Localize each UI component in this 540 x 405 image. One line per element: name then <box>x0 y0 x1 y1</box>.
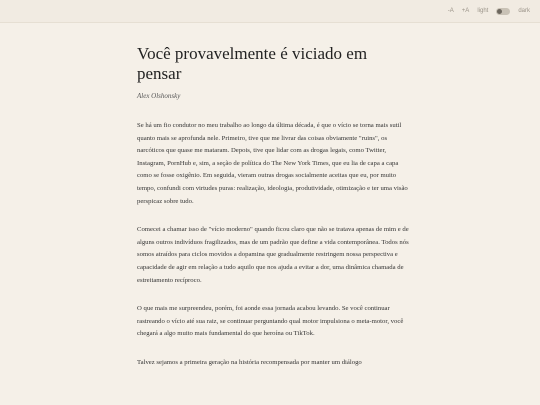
article-paragraph: O que mais me surpreendeu, porém, foi aonde essa jornada acabou levando. Se você continuar rastreando o vício até sua raiz, se continuar perguntando qual motor impulsiona o meta-motor, você chegará a algo muito mais fundamental do que heroína ou TikTok. <box>137 305 404 338</box>
article-paragraph: Talvez sejamos a primeira geração na história recompensada por manter um diálogo <box>137 358 362 366</box>
decrease-font-button[interactable]: -A <box>447 8 454 14</box>
article-paragraph: Comecei a chamar isso de "vício moderno" quando ficou claro que não se tratava apenas de mim e de alguns outros indivíduos fragilizados, mas de um padrão que define a vida contemporânea. Todos nós somos atraídos para ciclos movidos a dopamina que gradualmente restringem nossa perspectiva e capacidade de agir em relação a tudo aquilo que nos ajuda a evitar a dor, uma dinâmica chamada de estreitamento recíproco. <box>137 226 409 284</box>
dark-theme-label[interactable]: dark <box>518 8 530 14</box>
article <box>137 44 409 386</box>
top-bar <box>0 0 540 23</box>
article-title: Você provavelmente é viciado em pensar <box>137 44 368 83</box>
light-theme-label[interactable]: light <box>477 8 489 14</box>
article-paragraph: Se há um fio condutor no meu trabalho ao longo da última década, é que o vício se torna mais sutil quanto mais se aprofunda nele. Primeiro, tive que me livrar das coisas obviamente "ruins", os narcóticos que quase me mataram. Depois, tive que lidar com as drogas legais, como Twitter, Instagram, PornHub e, sim, a seção de política do The New York Times, que eu lia de capa a capa como se fosse oxigênio. Em seguida, vieram outras drogas socialmente aceitas que eu, por muito tempo, confundi com virtudes puras: realização, ideologia, produtividade, otimização e ter uma visão perspicaz sobre tudo. <box>137 122 408 205</box>
theme-toggle[interactable] <box>496 8 510 15</box>
increase-font-button[interactable]: +A <box>461 8 470 14</box>
reader-controls <box>448 5 530 17</box>
article-author: Alex Olshonsky <box>137 92 181 100</box>
theme-toggle-knob <box>497 9 502 14</box>
